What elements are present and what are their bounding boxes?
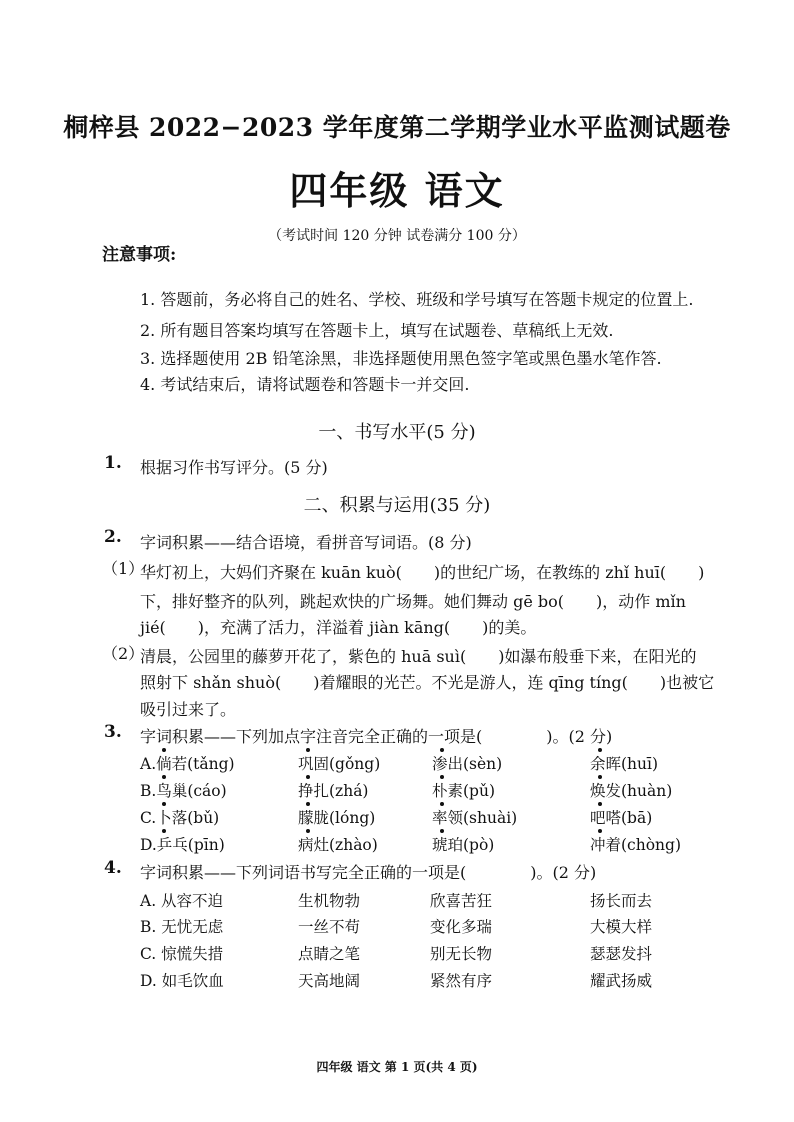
option-cell: 吧嗒(bā) [590, 809, 653, 827]
option-cell: A. 从容不迫 [140, 892, 224, 910]
exam-info: （考试时间 120 分钟 试卷满分 100 分） [268, 228, 526, 244]
question-4-text: 字词积累——下列词语书写完全正确的一项是( )。(2 分) [140, 863, 597, 882]
exam-subject: 四年级 语文 [289, 168, 505, 213]
option-cell: B.鸟巢(cáo) [140, 782, 227, 800]
notice-heading: 注意事项: [102, 245, 177, 265]
part-2-line: 清晨，公园里的藤萝开花了，紫色的 huā suì( )如瀑布般垂下来，在阳光的 [140, 647, 697, 666]
option-cell: 琥珀(pò) [432, 836, 495, 854]
option-cell: B. 无忧无虑 [140, 918, 224, 936]
option-cell: 朦胧(lóng) [298, 809, 376, 827]
emphasis-dot [598, 802, 602, 806]
option-cell: 紧然有序 [430, 972, 493, 990]
part-1-line: jié( )，充满了活力，洋溢着 jiàn kāng( )的美。 [140, 618, 537, 637]
option-cell: 大模大样 [590, 918, 653, 936]
emphasis-dot [162, 829, 166, 833]
emphasis-dot [162, 775, 166, 779]
option-cell: D.乒乓(pīn) [140, 836, 225, 854]
option-cell: D. 如毛饮血 [140, 972, 224, 990]
option-cell: 天高地阔 [298, 972, 361, 990]
option-cell: 朴素(pǔ) [432, 782, 495, 800]
option-cell: 焕发(huàn) [590, 782, 673, 800]
option-cell: 瑟瑟发抖 [590, 945, 653, 963]
part-2-line: 吸引过来了。 [140, 700, 237, 719]
notice-item: 4. 考试结束后，请将试题卷和答题卡一并交回. [140, 375, 470, 394]
option-cell: 病灶(zhào) [298, 836, 378, 854]
option-cell: 扬长而去 [590, 892, 653, 910]
option-cell: 巩固(gǒng) [298, 755, 381, 773]
part-1-line: 下，排好整齐的队列，跳起欢快的广场舞。她们舞动 gē bo( )，动作 mǐn [140, 592, 686, 611]
emphasis-dot [162, 802, 166, 806]
question-3-text: 字词积累——下列加点字注音完全正确的一项是( )。(2 分) [140, 727, 613, 746]
option-cell: A.倘若(tǎng) [140, 755, 235, 773]
question-3-number: 3. [104, 722, 122, 742]
notice-item: 2. 所有题目答案均填写在答题卡上，填写在试题卷、草稿纸上无效. [140, 321, 614, 340]
emphasis-dot [598, 748, 602, 752]
part-1-line: 华灯初上，大妈们齐聚在 kuān kuò( )的世纪广场，在教练的 zhǐ huī( ) [140, 563, 705, 582]
emphasis-dot [306, 802, 310, 806]
part-2-line: 照射下 shǎn shuò( )着耀眼的光芒。不光是游人，连 qīng tíng( )也被它 [140, 673, 715, 692]
question-2-text: 字词积累——结合语境，看拼音写词语。(8 分) [140, 533, 472, 552]
emphasis-dot [440, 775, 444, 779]
question-1-number: 1. [104, 453, 122, 473]
question-1-text: 根据习作书写评分。(5 分) [140, 458, 328, 477]
option-cell: C.卜落(bǔ) [140, 809, 220, 827]
emphasis-dot [440, 748, 444, 752]
option-cell: 耀武扬威 [590, 972, 653, 990]
option-cell: 生机物勃 [298, 892, 361, 910]
option-cell: 率领(shuài) [432, 809, 518, 827]
part-2-label: （2） [102, 644, 145, 663]
option-cell: 变化多瑞 [430, 918, 493, 936]
emphasis-dot [306, 829, 310, 833]
emphasis-dot [162, 748, 166, 752]
option-cell: 冲着(chòng) [590, 836, 681, 854]
emphasis-dot [440, 829, 444, 833]
section-1-title: 一、书写水平(5 分) [318, 422, 476, 443]
option-cell: 别无长物 [430, 945, 493, 963]
option-cell: 余晖(huī) [590, 755, 659, 773]
option-cell: 点睛之笔 [298, 945, 361, 963]
emphasis-dot [306, 748, 310, 752]
emphasis-dot [598, 829, 602, 833]
part-1-label: （1） [102, 559, 145, 578]
section-2-title: 二、积累与运用(35 分) [303, 495, 491, 516]
emphasis-dot [598, 775, 602, 779]
question-2-number: 2. [104, 527, 122, 547]
option-cell: 一丝不苟 [298, 918, 361, 936]
option-cell: 挣扎(zhá) [298, 782, 369, 800]
notice-item: 1. 答题前，务必将自己的姓名、学校、班级和学号填写在答题卡规定的位置上. [140, 290, 694, 309]
option-cell: 欣喜苦狂 [430, 892, 493, 910]
question-4-number: 4. [104, 858, 122, 878]
emphasis-dot [306, 775, 310, 779]
option-cell: 渗出(sèn) [432, 755, 503, 773]
exam-title: 桐梓县 2022−2023 学年度第二学期学业水平监测试题卷 [63, 113, 731, 142]
option-cell: C. 惊慌失措 [140, 945, 224, 963]
notice-item: 3. 选择题使用 2B 铅笔涂黑，非选择题使用黑色签字笔或黑色墨水笔作答. [140, 349, 662, 368]
page-footer: 四年级 语文 第 1 页(共 4 页) [316, 1060, 478, 1074]
emphasis-dot [440, 802, 444, 806]
